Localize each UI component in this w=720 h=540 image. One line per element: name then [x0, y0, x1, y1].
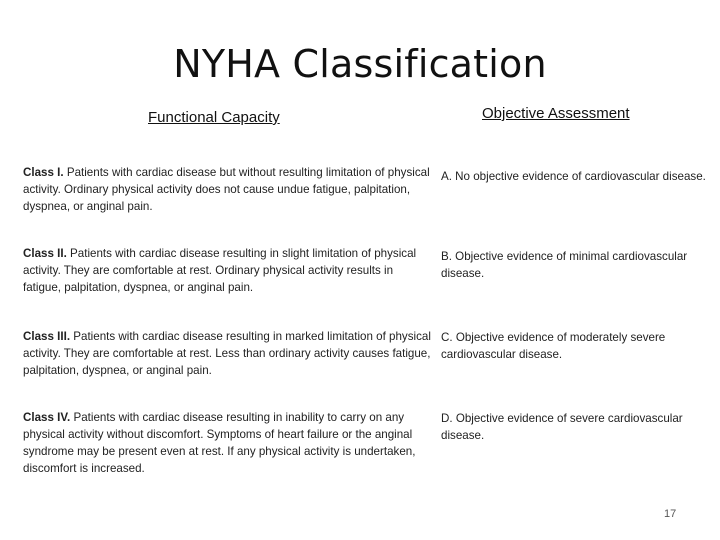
class-1-functional: [23, 164, 433, 215]
objective-assessment-header: Objective Assessment: [482, 105, 630, 122]
page-number: 17: [664, 508, 677, 520]
class-4-objective: D. Objective evidence of severe cardiovascular disease.: [441, 412, 683, 442]
class-3-label: Class III.: [23, 330, 71, 343]
class-1-label: Class I.: [23, 166, 64, 179]
class-2-functional: [23, 245, 433, 296]
class-2-objective: B. Objective evidence of minimal cardiovascular disease.: [441, 250, 688, 280]
class-3-objective: C. Objective evidence of moderately severe cardiovascular disease.: [441, 331, 666, 361]
class-2-description: Patients with cardiac disease resulting in slight limitation of physical activity. They are comfortable at rest. Ordinary physical activity results in fatigue, palpitation, dyspnea, or anginal pain.: [23, 247, 417, 294]
class-3-functional: [23, 328, 433, 379]
class-3-description: Patients with cardiac disease resulting in marked limitation of physical activity. They are comfortable at rest. Less than ordinary activity causes fatigue, palpitation, dyspnea, or anginal pain.: [23, 330, 431, 377]
class-2-label: Class II.: [23, 247, 67, 260]
class-1-objective: A. No objective evidence of cardiovascular disease.: [441, 170, 706, 183]
class-4-label: Class IV.: [23, 411, 71, 424]
class-1-description: Patients with cardiac disease but without resulting limitation of physical activity. Ordinary physical activity does not cause undue fatigue, palpitation, dyspnea, or anginal pain.: [23, 166, 430, 213]
class-4-description: Patients with cardiac disease resulting in inability to carry on any physical activity without discomfort. Symptoms of heart failure or the anginal syndrome may be present even at rest. If any physical activity is undertaken, discomfort is increased.: [23, 411, 416, 475]
class-4-functional: [23, 409, 433, 477]
functional-capacity-header: Functional Capacity: [148, 109, 280, 126]
slide-title: NYHA Classification: [173, 42, 547, 86]
